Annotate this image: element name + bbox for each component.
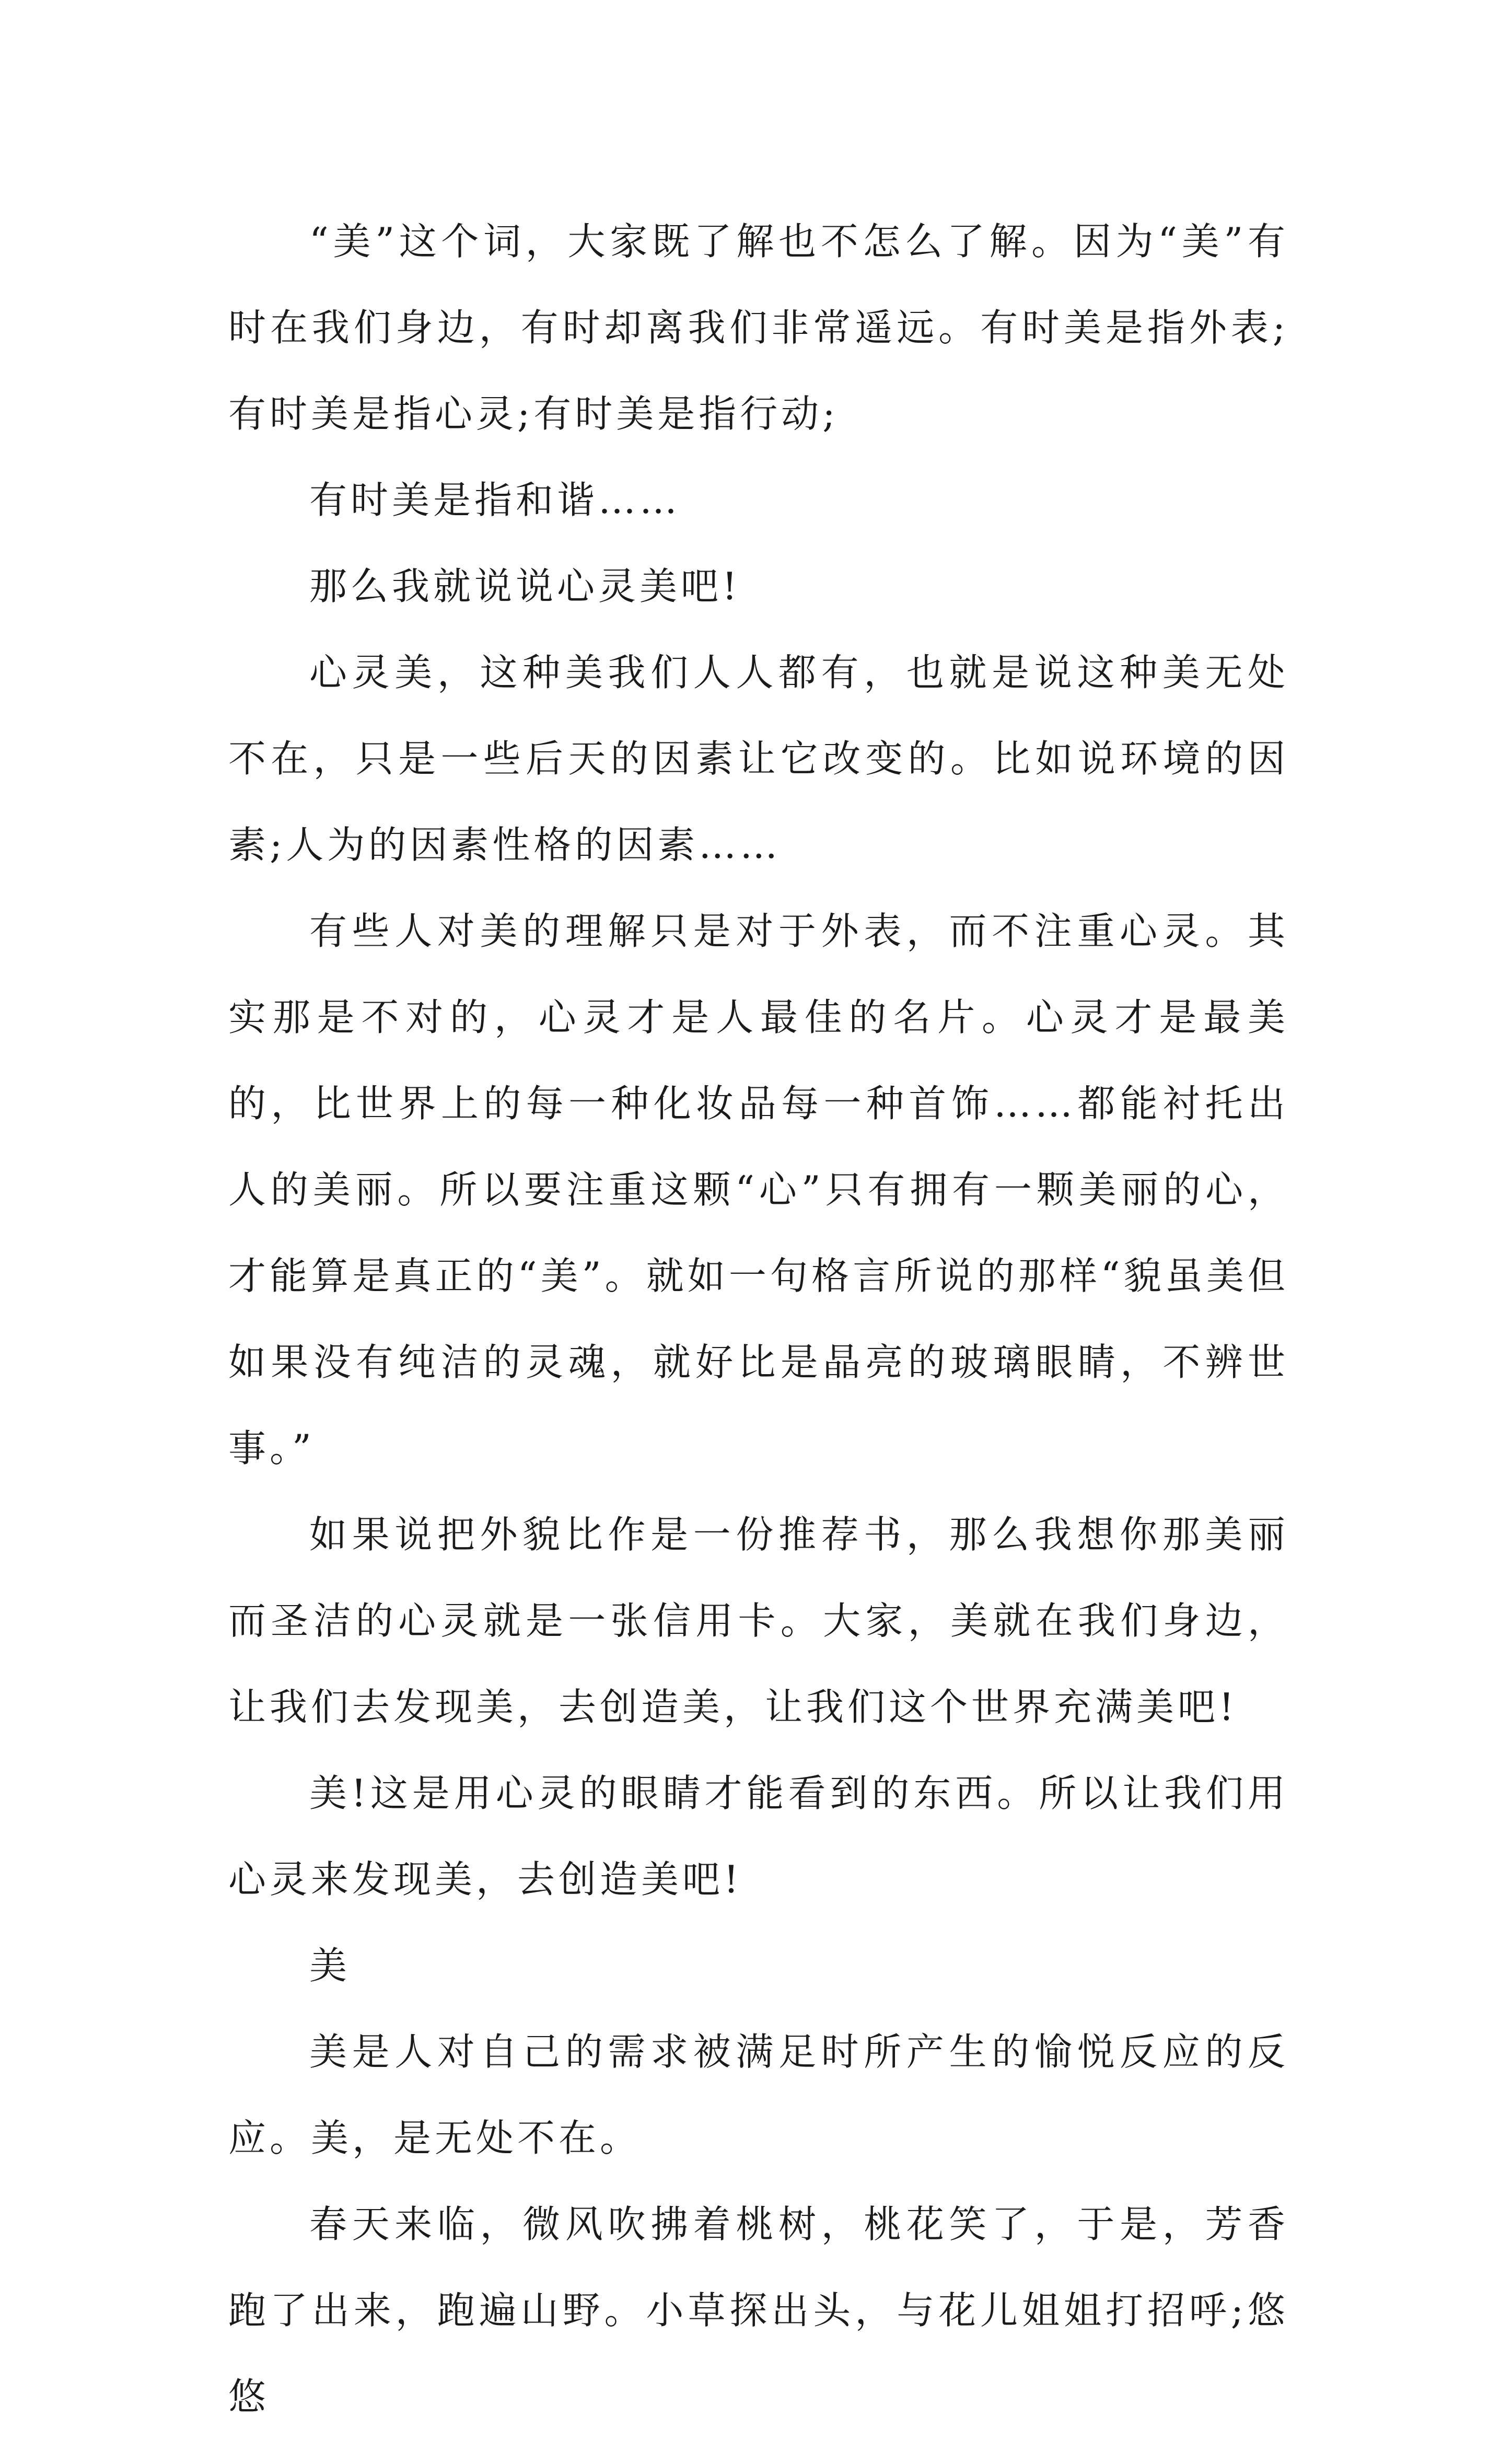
section-heading: 美 xyxy=(309,1944,351,1988)
paragraph: 如果说把外貌比作是一份推荐书，那么我想你那美丽而圣洁的心灵就是一张信用卡。大家，美就在我们身边，让我们去发现美，去创造美，让我们这个世界充满美吧! xyxy=(228,1513,1289,1729)
document-body xyxy=(228,199,1289,2440)
paragraph: 心灵美，这种美我们人人都有，也就是说这种美无处不在，只是一些后天的因素让它改变的。比如说环境的因素;人为的因素性格的因素…… xyxy=(228,650,1289,867)
paragraph: “美”这个词，大家既了解也不怎么了解。因为“美”有时在我们身边，有时却离我们非常遥远。有时美是指外表;有时美是指心灵;有时美是指行动; xyxy=(228,219,1289,436)
paragraph: 美!这是用心灵的眼睛才能看到的东西。所以让我们用心灵来发现美，去创造美吧! xyxy=(228,1771,1289,1901)
paragraph: 有些人对美的理解只是对于外表，而不注重心灵。其实那是不对的，心灵才是人最佳的名片。心灵才是最美的，比世界上的每一种化妆品每一种首饰……都能衬托出人的美丽。所以要注重这颗“心”只有拥有一颗美丽的心，才能算是真正的“美”。就如一句格言所说的那样“貌虽美但如果没有纯洁的灵魂，就好比是晶亮的玻璃眼睛，不辨世事。” xyxy=(228,909,1289,1470)
paragraph: 那么我就说说心灵美吧! xyxy=(309,564,741,608)
paragraph: 美是人对自己的需求被满足时所产生的愉悦反应的反应。美，是无处不在。 xyxy=(228,2030,1289,2160)
paragraph: 有时美是指和谐…… xyxy=(309,478,681,522)
paragraph: 春天来临，微风吹拂着桃树，桃花笑了，于是，芳香跑了出来，跑遍山野。小草探出头，与花儿姐姐打招呼;悠悠 xyxy=(228,2202,1289,2419)
